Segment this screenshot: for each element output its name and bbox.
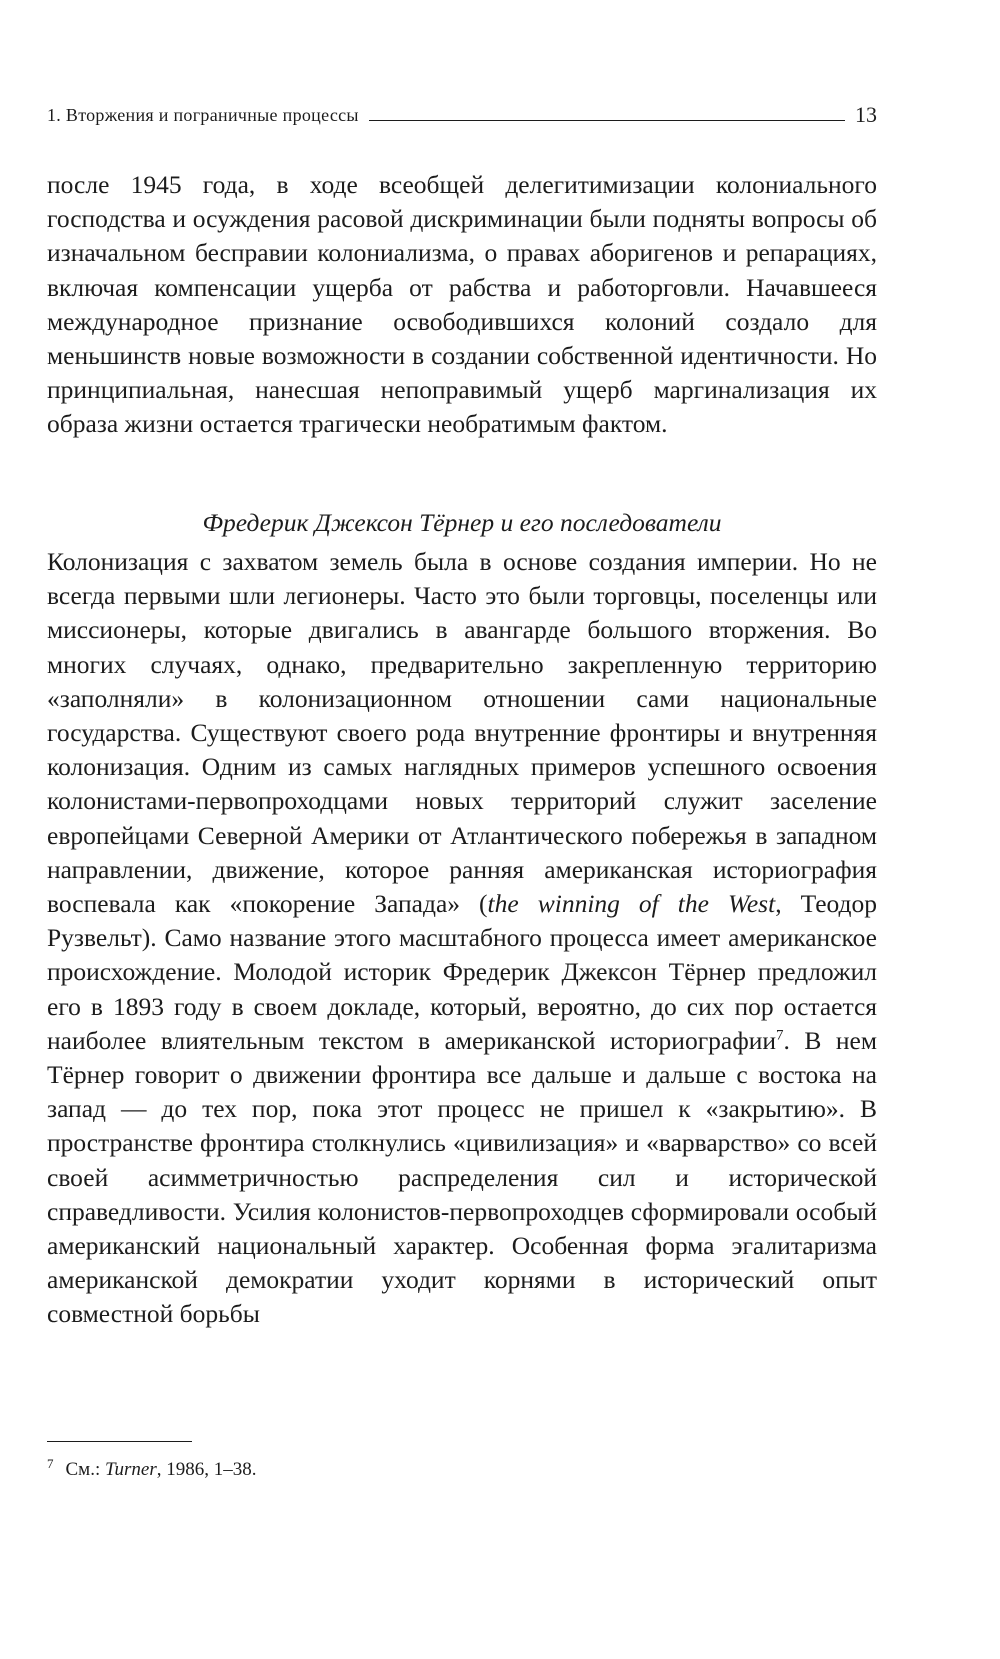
footnote-reference[interactable]: 7 [776,1027,784,1044]
running-head [47,104,877,126]
footnote-prefix: См.: [65,1459,105,1480]
paragraph-1 [47,168,877,442]
footnote-separator [47,1441,192,1442]
running-head-rule [369,120,845,121]
section-subheading: Фредерик Джексон Тёрнер и его последователи [202,508,722,537]
footnote-mark: 7 [47,1455,54,1471]
footnote [47,1455,257,1482]
paragraph-2-part-1: Колонизация с захватом земель была в основе создания империи. Но не всегда первыми шли легионеры. Часто это были торговцы, поселенцы или миссионеры, которые двигались в авангарде большого вторжения. Во многих случаях, однако, предварительно закрепленную территорию «заполняли» в колонизационном отношении сами национальные государства. Существуют своего рода внутренние фронтиры и внутренняя колонизация. Одним из самых наглядных примеров успешного освоения колонистами-первопроходцами новых территорий служит заселение европейцами Северной Америки от Атлантического побережья в западном направлении, движение, которое ранняя американская историография воспевала как «покорение Запада» ( [47,547,877,919]
paragraph-2-text [47,545,877,1332]
paragraph-2-part-3: . В нем Тёрнер говорит о движении фронтира все дальше и дальше с востока на запад — до тех пор, пока этот процесс не пришел к «закрытию». В пространстве фронтира столкнулись «цивилизация» и «варварство» со всей своей асимметричностью распределения сил и исторической справедливости. Усилия колонистов-первопроходцев сформировали особый американский национальный характер. Особенная форма эгалитаризма американской демократии уходит корнями в исторический опыт совместной борьбы [47,1025,877,1329]
book-page [47,0,877,1659]
running-head-title: 1. Вторжения и пограничные процессы [47,105,359,125]
footnote-suffix: , 1986, 1–38. [156,1459,257,1480]
page-number: 13 [855,102,877,127]
paragraph-2 [47,545,877,1332]
paragraph-2-italic-quote: the winning of the West [487,889,776,919]
paragraph-2-part-2: , Теодор Рузвельт). Само название этого масштабного процесса имеет американское происхождение. Молодой историк Фредерик Джексон Тёрнер предложил его в 1893 году в своем докладе, который, вероятно, до сих пор остается наиболее влиятельным текстом в американской историографии [47,889,877,1055]
paragraph-1-text: после 1945 года, в ходе всеобщей делегитимизации колониального господства и осуждения расовой дискриминации были подняты вопросы об изначальном бесправии колониализма, о правах аборигенов и репарациях, включая компенсации ущерба от рабства и работорговли. Начавшееся международное признание освободившихся колоний создало для меньшинств новые возможности в создании собственной идентичности. Но принципиальная, нанесшая непоправимый ущерб маргинализация их образа жизни остается трагически необратимым фактом. [47,170,877,439]
footnote-author: Turner [104,1459,157,1480]
